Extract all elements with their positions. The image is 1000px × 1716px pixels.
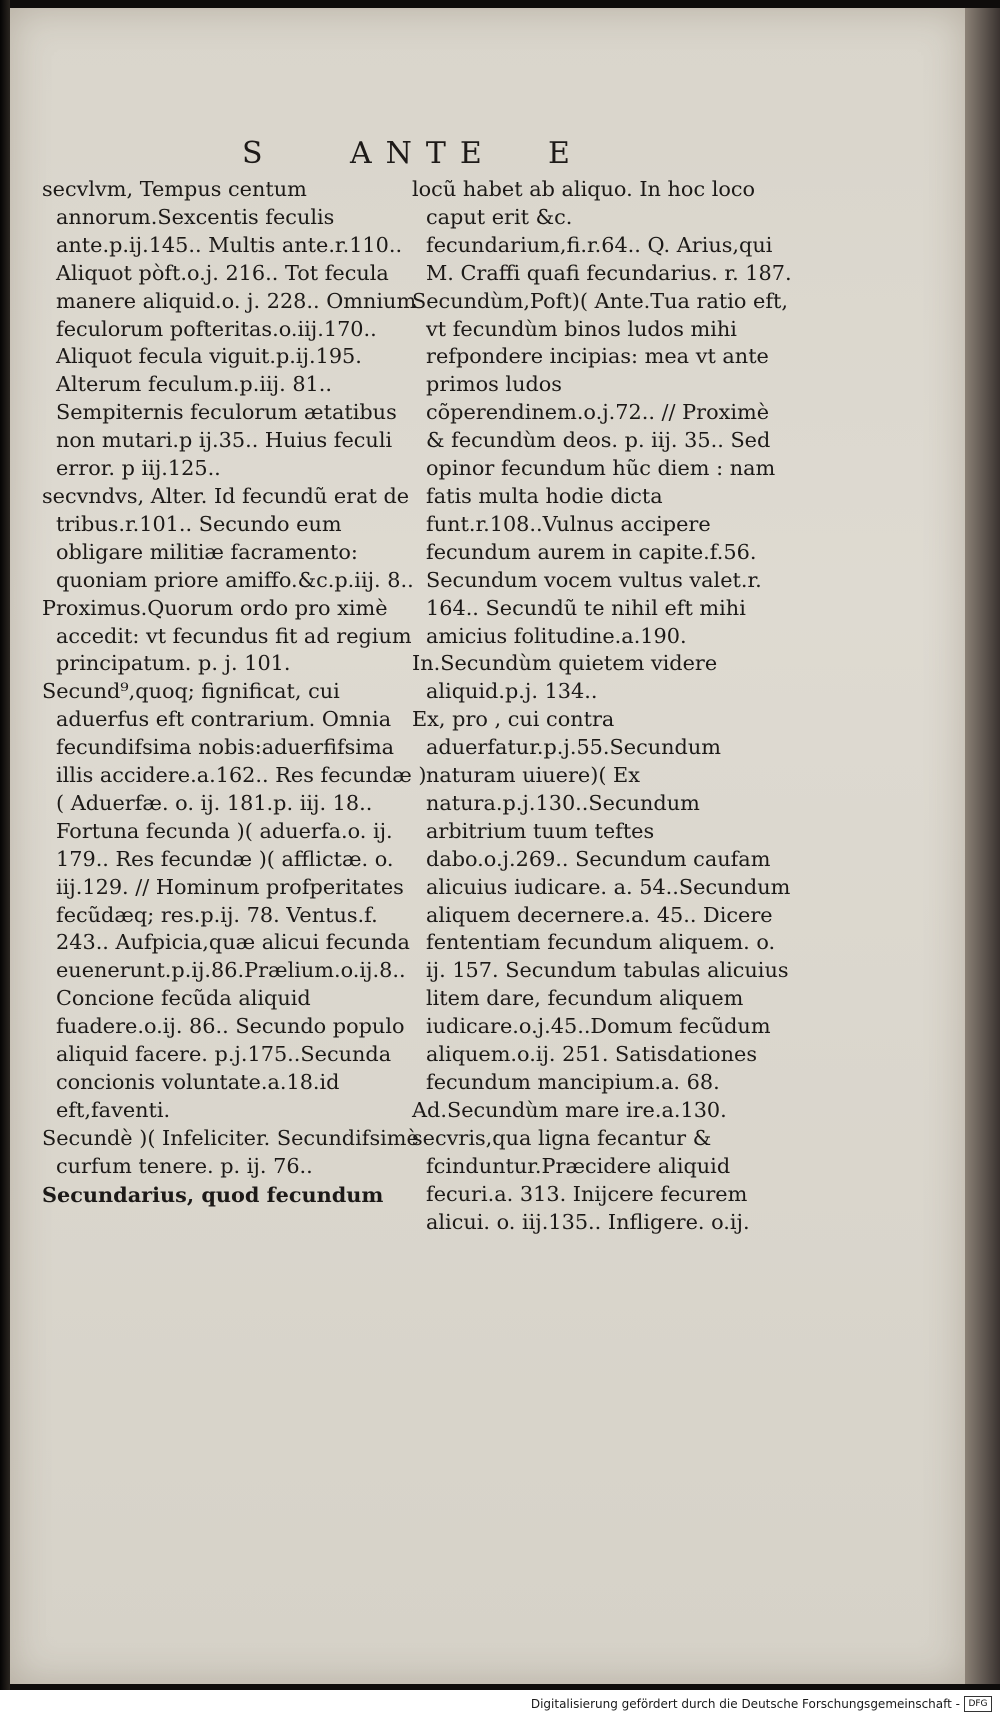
book-page bbox=[10, 8, 965, 1684]
entry-ex-pro: Ex, pro , cui contra aduerfatur.p.j.55.Secundum naturam uiuere)( Ex natura.p.j.130..Secundum arbitrium tuum teftes dabo.o.j.269.. Secundum caufam alicuius iudicare. a. 54..Secundum aliquem decernere.a. 45.. Dicere fententiam fecundum aliquem. o. ij. 157. Secundum tabulas alicuius litem dare, fecundum aliquem iudicare.o.j.45..Domum fecũdum aliquem.o.ij. 251. Satisdationes fecundum mancipium.a. 68. bbox=[412, 707, 791, 1094]
entry-secundarius-cont: locũ habet ab aliquo. In hoc loco caput erit &c. fecundarium,fi.r.64.. Q. Arius,qui M. Craffi quafi fecundarius. r. 187. bbox=[412, 177, 792, 285]
funding-notice: Digitalisierung gefördert durch die Deutsche Forschungsgemeinschaft - bbox=[530, 1697, 960, 1711]
entry-in-secundum: In.Secundùm quietem videre aliquid.p.j. 134.. bbox=[412, 651, 718, 704]
right-column bbox=[412, 176, 792, 1236]
entry-securis: secvris,qua ligna fecantur & fcinduntur.Præcidere aliquid fecuri.a. 313. Inijcere fecurem alicui. o. iij.135.. Infligere. o.ij. bbox=[412, 1125, 750, 1234]
entry-secundum-post: Secundùm,Poft)( Ante.Tua ratio eft, vt fecundùm binos ludos mihi refpondere incipias: mea vt ante primos ludos cõperendinem.o.j.72.. // Proximè & fecundùm deos. p. iij. 35.. Sed opinor fecundum hũc diem : nam fatis multa hodie dicta funt.r.108..Vulnus accipere fecundum aurem in capite.f.56. Secundum vocem vultus valet.r. 164.. Secundũ te nihil eft mihi amicius folitudine.a.190. bbox=[412, 288, 789, 648]
running-header bbox=[10, 136, 965, 180]
header-right: E bbox=[548, 136, 576, 171]
entry-secundus-contrarium: Secund⁹,quoq; fignificat, cui aduerfus eft contrarium. Omnia fecundifsima nobis:aduerfifsima illis accidere.a.162.. Res fecundæ )( Aduerfæ. o. ij. 181.p. iij. 18.. Fortuna fecunda )( aduerfa.o. ij. 179.. Res fecundæ )( afflictæ. o. iij.129. // Hominum profperitates fecũdæq; res.p.ij. 78. Ventus.f. 243.. Aufpicia,quæ alicui fecunda euenerunt.p.ij.86.Prælium.o.ij.8.. Concione fecũda aliquid fuadere.o.ij. 86.. Secundo populo aliquid facere. p.j.175..Secunda concionis voluntate.a.18.id eft,faventi. bbox=[42, 679, 427, 1122]
entry-secundus: secvndvs, Alter. Id fecundũ erat de tribus.r.101.. Secundo eum obligare militiæ facramento: quoniam priore amiffo.&c.p.iij. 8.. bbox=[42, 483, 414, 592]
entry-proximus: Proximus.Quorum ordo pro ximè accedit: vt fecundus fit ad regium principatum. p. j. 101. bbox=[42, 595, 412, 676]
entry-secunde: Secundè )( Infeliciter. Secundifsimè curfum tenere. p. ij. 76.. bbox=[42, 1125, 419, 1178]
dfg-logo: DFG bbox=[964, 1696, 992, 1712]
entry-secundarius: Secundarius, quod fecundum bbox=[42, 1181, 384, 1207]
header-left: S bbox=[242, 136, 269, 171]
entry-ad-secundum: Ad.Secundùm mare ire.a.130. bbox=[412, 1097, 727, 1122]
header-middle: ANTE bbox=[350, 136, 496, 171]
book-spine-edge bbox=[0, 0, 10, 1690]
left-column bbox=[42, 176, 432, 1209]
entry-seculum: secvlvm, Tempus centum annorum.Sexcentis feculis ante.p.ij.145.. Multis ante.r.110.. Aliquot pòft.o.j. 216.. Tot fecula manere aliquid.o. j. 228.. Omnium feculorum pofteritas.o.iij.170.. Aliquot fecula viguit.p.ij.195. Alterum feculum.p.iij. 81.. Sempiternis feculorum ætatibus non mutari.p ij.35.. Huius feculi error. p iij.125.. bbox=[42, 177, 417, 481]
page-edge-shadow bbox=[965, 8, 1000, 1684]
